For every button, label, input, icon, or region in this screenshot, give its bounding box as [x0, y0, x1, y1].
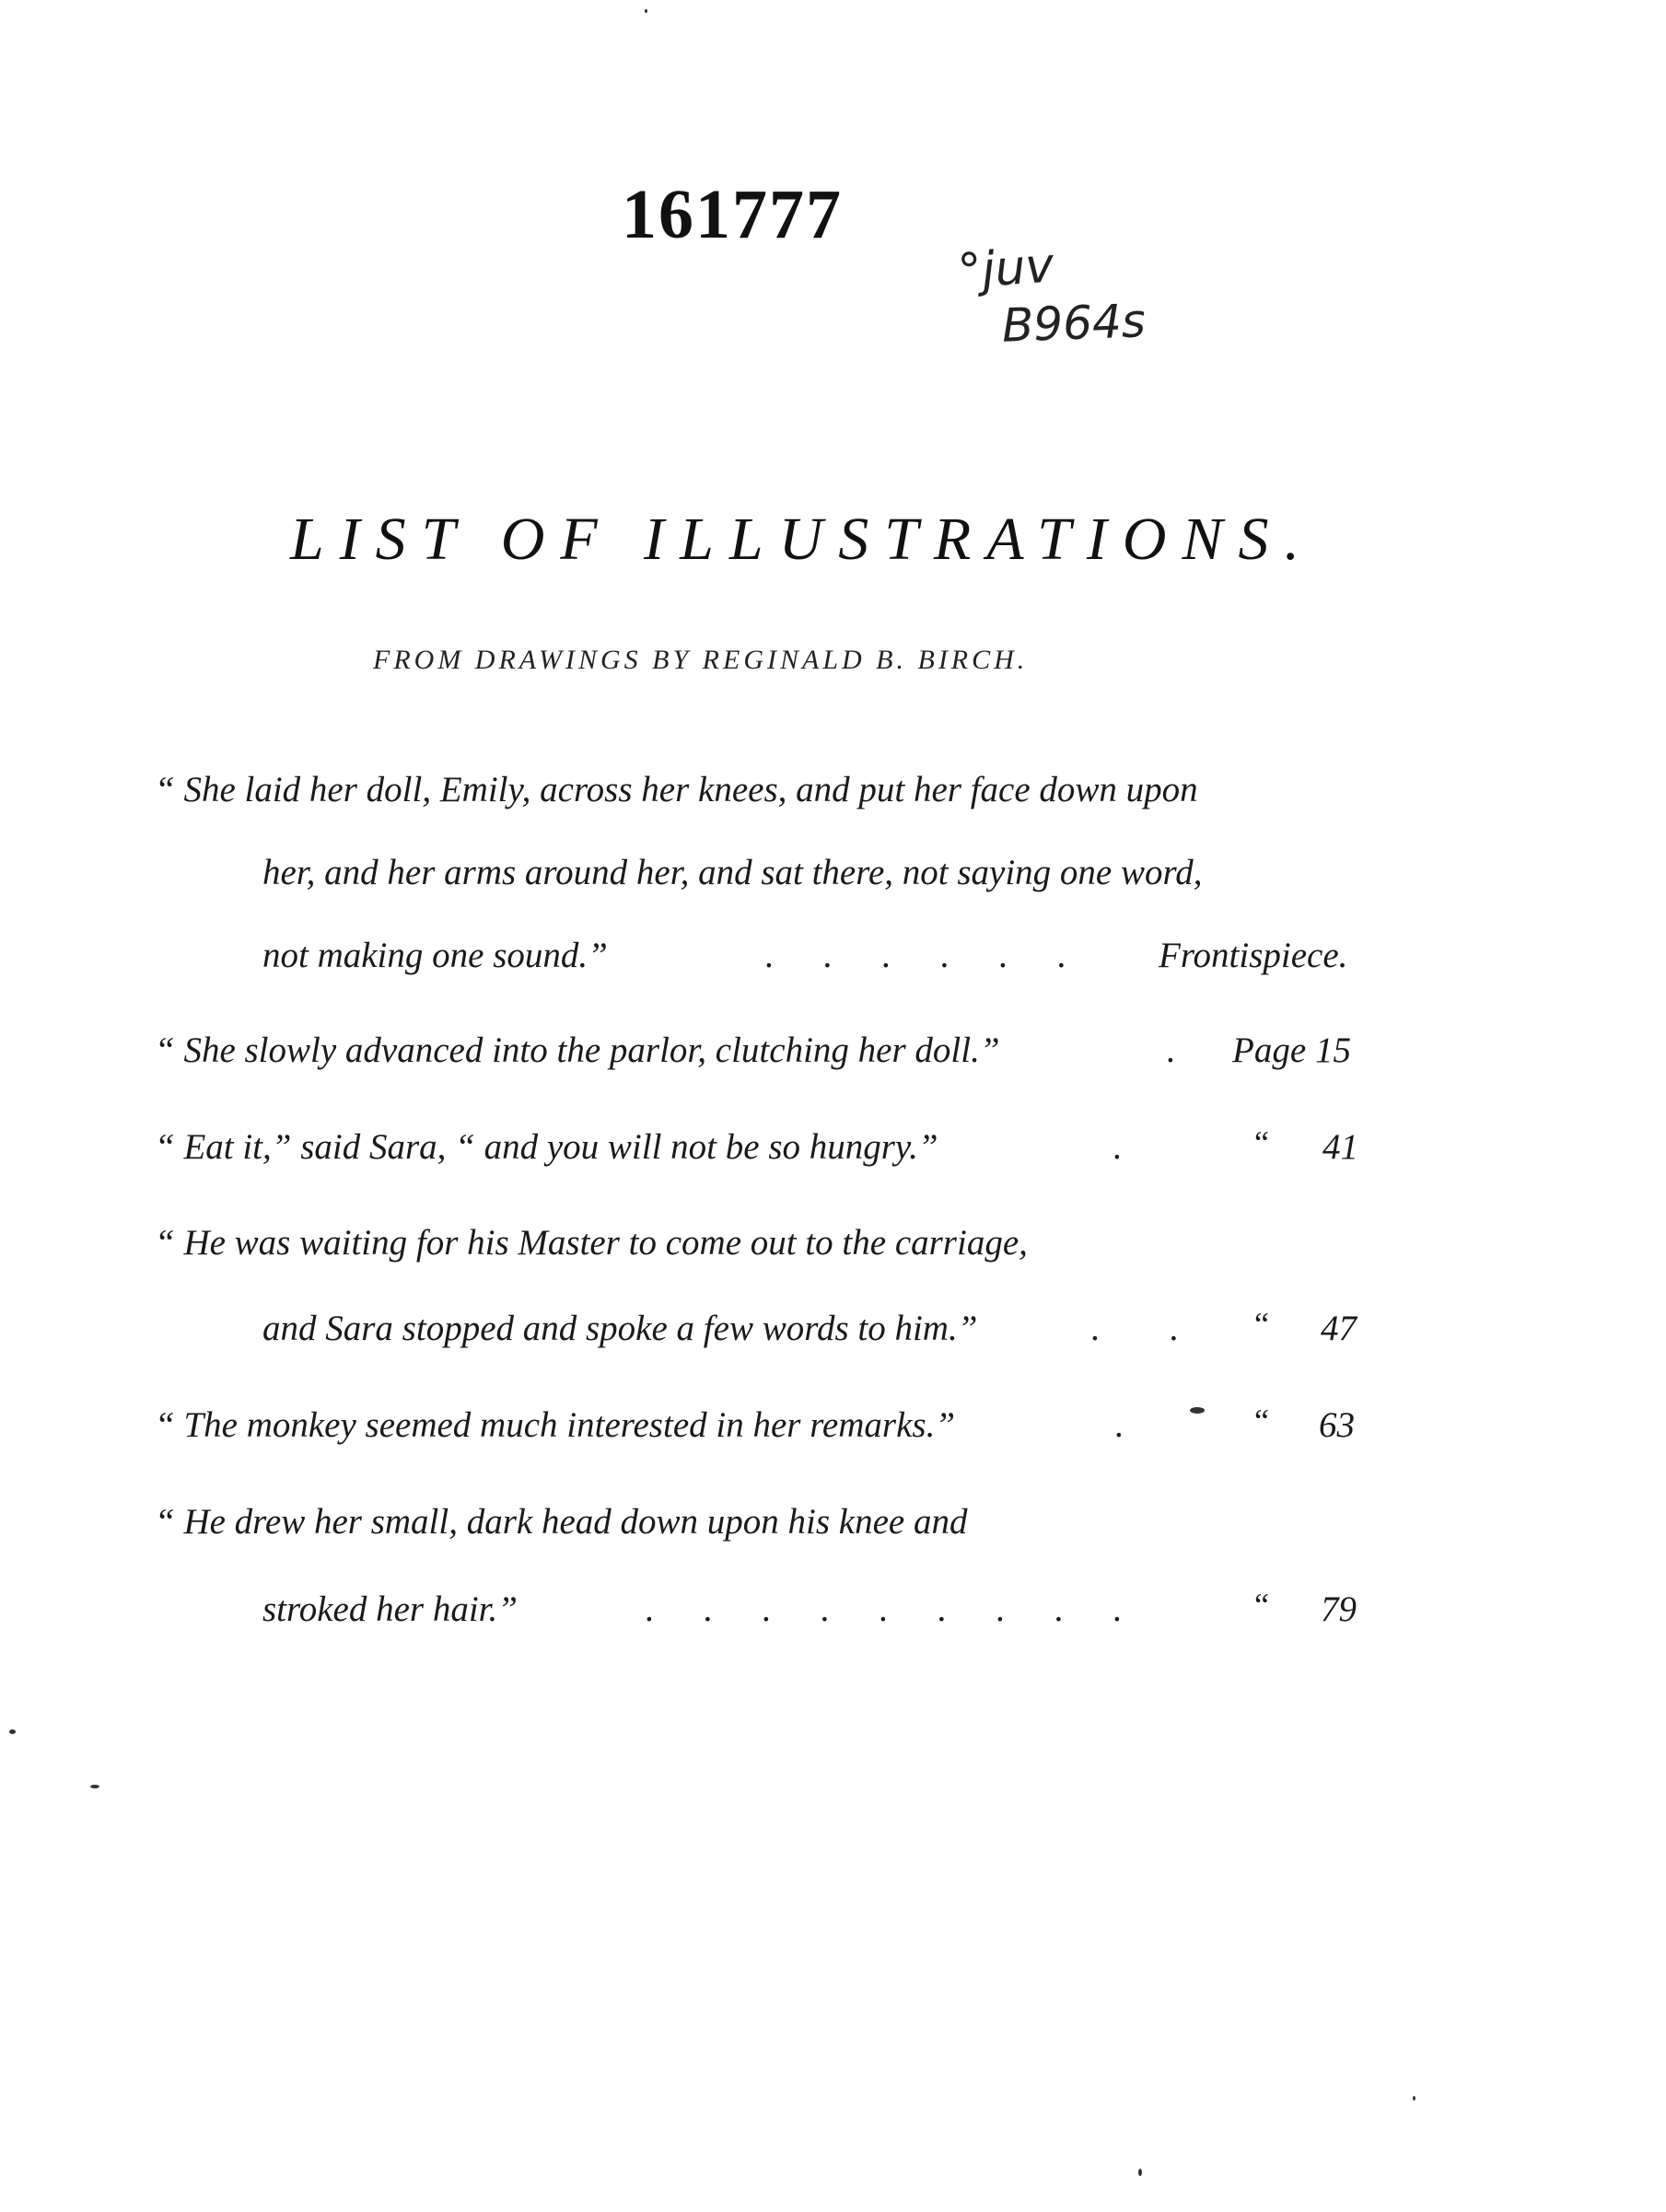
- scan-speck: [1413, 2096, 1416, 2101]
- call-number-line-1: °juv: [956, 238, 1056, 300]
- entry-caption-line: “ He was waiting for his Master to come out to the carriage,: [155, 1223, 1028, 1263]
- entry-page-number: 41: [1322, 1127, 1358, 1167]
- dot-leader: .: [1114, 1405, 1124, 1445]
- entry-caption-line: “ He drew her small, dark head down upon his knee and: [155, 1502, 968, 1542]
- entry-page-number: 63: [1319, 1405, 1355, 1445]
- dot-leader: . . . . . . . . .: [645, 1589, 1122, 1629]
- dot-leader: .: [1166, 1030, 1175, 1070]
- entry-caption-line: and Sara stopped and spoke a few words to him.”: [262, 1309, 978, 1348]
- ditto-mark: “: [1254, 1587, 1269, 1624]
- dot-leader: . . . . . .: [764, 936, 1066, 975]
- ditto-mark: “: [1254, 1403, 1269, 1439]
- entry-caption-line: “ She laid her doll, Emily, across her knees, and put her face down upon: [155, 770, 1198, 809]
- scan-speck: [90, 1785, 99, 1788]
- dot-leader: .: [1113, 1127, 1122, 1167]
- page-title: LIST OF ILLUSTRATIONS.: [290, 506, 1315, 573]
- entry-page-number: 15: [1315, 1030, 1351, 1070]
- entry-page-label: Page: [1232, 1030, 1307, 1070]
- scan-speck: [9, 1729, 16, 1734]
- page-subtitle: FROM DRAWINGS BY REGINALD B. BIRCH.: [373, 645, 1029, 675]
- scan-speck: [645, 9, 647, 13]
- accession-number: 161777: [622, 176, 843, 253]
- entry-page-number: Frontispiece.: [1159, 936, 1348, 975]
- entry-caption-line: stroked her hair.”: [262, 1589, 518, 1629]
- dot-leader: . .: [1090, 1309, 1179, 1348]
- entry-caption-line: “ She slowly advanced into the parlor, clutching her doll.”: [155, 1030, 1000, 1070]
- scan-speck: [1190, 1407, 1205, 1414]
- ditto-mark: “: [1254, 1124, 1269, 1161]
- entry-caption-line: her, and her arms around her, and sat there, not saying one word,: [262, 853, 1203, 892]
- entry-caption-line: “ Eat it,” said Sara, “ and you will not be so hungry.”: [155, 1127, 938, 1167]
- entry-page-number: 79: [1321, 1589, 1357, 1629]
- scan-speck: [1138, 2169, 1142, 2176]
- ditto-mark: “: [1254, 1306, 1269, 1343]
- call-number-line-2: B964s: [1001, 294, 1147, 353]
- handwritten-call-number: [956, 238, 1179, 361]
- entry-page-number: 47: [1321, 1309, 1357, 1348]
- entry-caption-line: “ The monkey seemed much interested in her remarks.”: [155, 1405, 956, 1445]
- entry-caption-line: not making one sound.”: [262, 936, 608, 975]
